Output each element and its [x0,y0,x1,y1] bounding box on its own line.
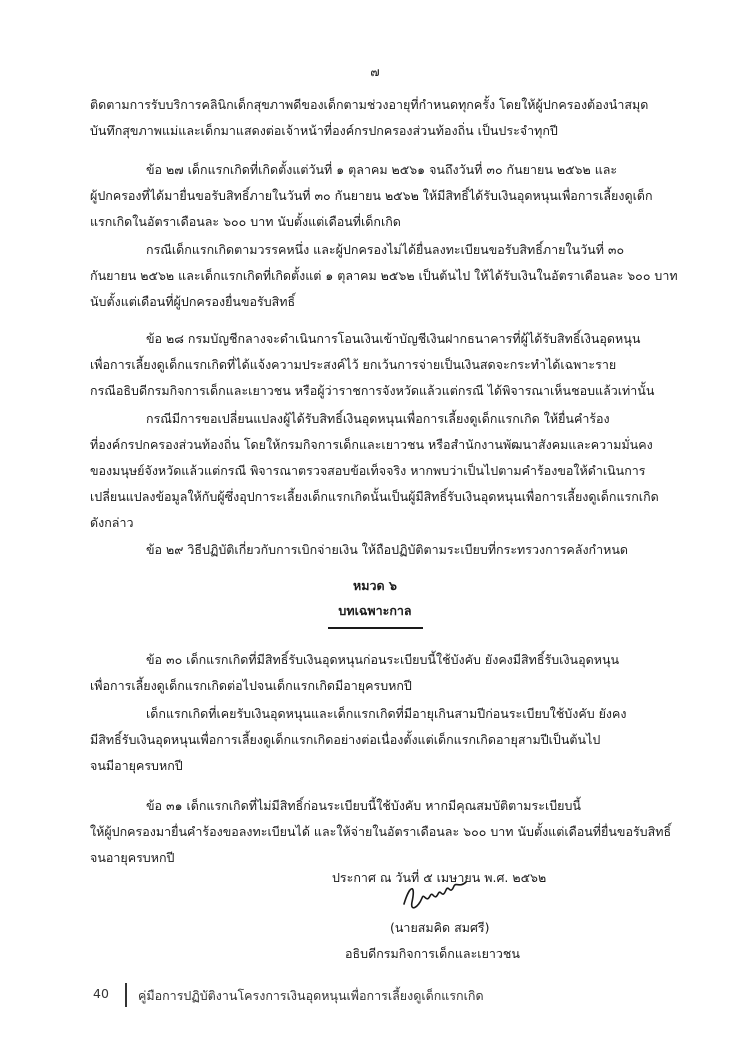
footer-page-number: 40 [93,986,109,1001]
body-line: ให้ผู้ปกครองมายื่นคำร้องขอลงทะเบียนได้ และให้จ่ายในอัตราเดือนละ ๖๐๐ บาท นับตั้งแต่เดือนที่ยื่นขอรับสิทธิ์ [90,824,672,839]
body-line: จนอายุครบหกปี [90,850,175,865]
signer-title: อธิบดีกรมกิจการเด็กและเยาวชน [345,946,520,961]
body-line: ผู้ปกครองที่ได้มายื่นขอรับสิทธิ์ภายในวันที่ ๓๐ กันยายน ๒๕๖๒ ให้มีสิทธิ์ได้รับเงินอุดหนุนเพื่อการเลี้ยงดูเด็ก [90,188,653,203]
clause-31: ข้อ ๓๑ เด็กแรกเกิดที่ไม่มีสิทธิ์ก่อนระเบียบนี้ใช้บังคับ หากมีคุณสมบัติตามระเบียบนี้ [146,798,581,813]
body-line: กันยายน ๒๕๖๒ และเด็กแรกเกิดที่เกิดตั้งแต่ ๑ ตุลาคม ๒๕๖๒ เป็นต้นไป ให้ได้รับเงินในอัตราเดือนละ ๖๐๐ บาท [90,268,678,283]
footer-title: คู่มือการปฏิบัติงานโครงการเงินอุดหนุนเพื่อการเลี้ยงดูเด็กแรกเกิด [138,988,484,1003]
chapter-heading: หมวด ๖ [353,578,397,593]
body-line: บันทึกสุขภาพแม่และเด็กมาแสดงต่อเจ้าหน้าที่องค์กรปกครองส่วนท้องถิ่น เป็นประจำทุกปี [90,123,558,138]
body-line: ของมนุษย์จังหวัดแล้วแต่กรณี พิจารณาตรวจสอบข้อเท็จจริง หากพบว่าเป็นไปตามคำร้องขอให้ดำเนินการ [90,463,646,478]
announcement-date: ประกาศ ณ วันที่ ๕ เมษายน พ.ศ. ๒๕๖๒ [332,870,547,885]
page-number: ๗ [370,64,380,79]
clause-29: ข้อ ๒๙ วิธีปฏิบัติเกี่ยวกับการเบิกจ่ายเงิน ให้ถือปฏิบัติตามระเบียบที่กระทรวงการคลังกำหนด [146,542,629,557]
body-line: ติดตามการรับบริการคลินิกเด็กสุขภาพดีของเด็กตามช่วงอายุที่กำหนดทุกครั้ง โดยให้ผู้ปกครองต้องนำสมุด [90,97,649,112]
chapter-subheading: บทเฉพาะกาล [338,603,412,618]
body-line: กรณีอธิบดีกรมกิจการเด็กและเยาวชน หรือผู้ว่าราชการจังหวัดแล้วแต่กรณี ได้พิจารณาเห็นชอบแล้วเท่านั้น [90,383,655,398]
body-line: นับตั้งแต่เดือนที่ผู้ปกครองยื่นขอรับสิทธิ์ [90,294,296,309]
clause-27: ข้อ ๒๗ เด็กแรกเกิดที่เกิดตั้งแต่วันที่ ๑ ตุลาคม ๒๕๖๑ จนถึงวันที่ ๓๐ กันยายน ๒๕๖๒ และ [146,162,618,177]
body-line: เพื่อการเลี้ยงดูเด็กแรกเกิดต่อไปจนเด็กแรกเกิดมีอายุครบหกปี [90,678,412,693]
body-line: เด็กแรกเกิดที่เคยรับเงินอุดหนุนและเด็กแรกเกิดที่มีอายุเกินสามปีก่อนระเบียบใช้บังคับ ยังคง [146,706,627,721]
body-line: ที่องค์กรปกครองส่วนท้องถิ่น โดยให้กรมกิจการเด็กและเยาวชน หรือสำนักงานพัฒนาสังคมและความมั่นคง [90,437,653,452]
body-line: กรณีเด็กแรกเกิดตามวรรคหนึ่ง และผู้ปกครองไม่ได้ยื่นลงทะเบียนขอรับสิทธิ์ภายในวันที่ ๓๐ [146,242,625,257]
body-line: เพื่อการเลี้ยงดูเด็กแรกเกิดที่ได้แจ้งความประสงค์ไว้ ยกเว้นการจ่ายเป็นเงินสดจะกระทำได้เฉพาะราย [90,357,617,372]
body-line: มีสิทธิ์รับเงินอุดหนุนเพื่อการเลี้ยงดูเด็กแรกเกิดอย่างต่อเนื่องตั้งแต่เด็กแรกเกิดอายุสามปีเป็นต้นไป [90,732,601,747]
body-line: จนมีอายุครบหกปี [90,758,183,773]
body-line: กรณีมีการขอเปลี่ยนแปลงผู้ได้รับสิทธิ์เงินอุดหนุนเพื่อการเลี้ยงดูเด็กแรกเกิด ให้ยื่นคำร้อง [146,411,610,426]
body-line: ดังกล่าว [90,515,134,530]
body-line: แรกเกิดในอัตราเดือนละ ๖๐๐ บาท นับตั้งแต่เดือนที่เด็กเกิด [90,214,401,229]
signer-name: (นายสมคิด สมศรี) [390,920,490,935]
clause-28: ข้อ ๒๘ กรมบัญชีกลางจะดำเนินการโอนเงินเข้าบัญชีเงินฝากธนาคารที่ผู้ได้รับสิทธิ์เงินอุดหนุน [146,331,641,346]
heading-underline [328,627,423,629]
signature-icon [400,878,475,918]
body-line: เปลี่ยนแปลงข้อมูลให้กับผู้ซึ่งอุปการะเลี้ยงเด็กแรกเกิดนั้นเป็นผู้มีสิทธิ์รับเงินอุดหนุนเพื่อการเลี้ยงดูเด็กแรกเกิด [90,489,659,504]
clause-30: ข้อ ๓๐ เด็กแรกเกิดที่มีสิทธิ์รับเงินอุดหนุนก่อนระเบียบนี้ใช้บังคับ ยังคงมีสิทธิ์รับเงินอุดหนุน [146,652,620,667]
footer-divider [125,983,127,1007]
